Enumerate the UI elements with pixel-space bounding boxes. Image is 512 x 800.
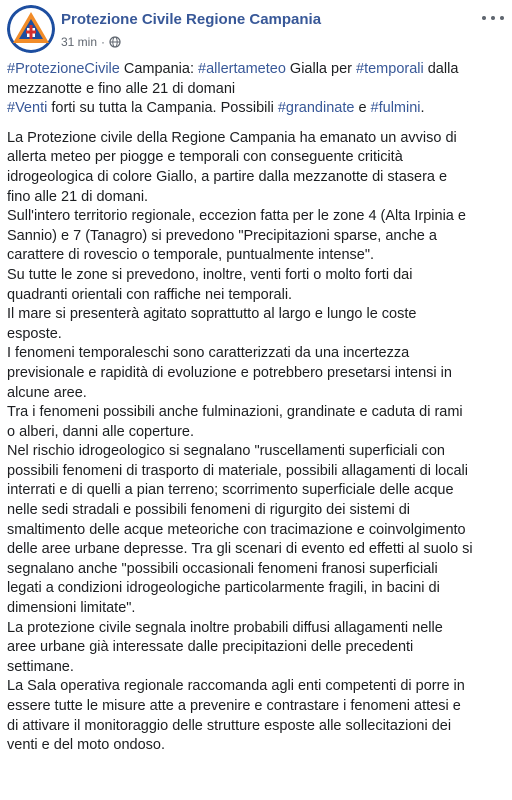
body-line: esposte. [7, 325, 62, 342]
civil-protection-logo-icon [7, 5, 55, 53]
post-body [7, 129, 503, 756]
lead-line [7, 60, 503, 80]
body-line: La Protezione civile della Regione Campania ha emanato un avviso di [7, 129, 457, 146]
body-line: segnalano anche "possibili occasionali fenomeni franosi superficiali [7, 560, 438, 577]
body-line: Su tutte le zone si prevedono, inoltre, venti forti o molto forti dai [7, 266, 413, 283]
lead-text: Gialla per [285, 61, 357, 77]
body-line: o alberi, danni alle coperture. [7, 423, 195, 440]
body-line: nelle sedi stradali e possibili fenomeni di rigurgito dei sistemi di [7, 502, 410, 519]
more-dot [500, 16, 504, 20]
post-time[interactable]: 31 min [61, 35, 98, 49]
hashtag-link[interactable]: #allertameteo [198, 61, 286, 77]
body-line: aree urbane già interessate dalle precipitazioni delle precedenti [7, 639, 414, 656]
body-line: Nel rischio idrogeologico si segnalano "ruscellamenti superficiali con [7, 443, 445, 460]
body-line: legati a condizioni idrogeologiche particolarmente fragili, in bacini di [7, 580, 440, 597]
body-line: idrogeologica di colore Giallo, a partire dalla mezzanotte di stasera e [7, 168, 448, 185]
post-lead [7, 60, 503, 119]
hashtag-link[interactable]: #ProtezioneCivile [7, 61, 120, 77]
lead-text: dalla [423, 61, 459, 77]
body-line: Sannio) e 7 (Tanagro) si prevedono "Precipitazioni sparse, anche a [7, 227, 437, 244]
body-line: previsionale e rapidità di evoluzione e potrebbero presetarsi intensi in [7, 364, 452, 381]
body-line: Tra i fenomeni possibili anche fulminazioni, grandinate e caduta di rami [7, 404, 463, 421]
body-line: quadranti orientali con raffiche nei temporali. [7, 286, 293, 303]
body-line: Il mare si presenterà agitato soprattutto al largo e lungo le coste [7, 306, 417, 323]
body-line: alcune aree. [7, 384, 87, 401]
page-avatar[interactable] [7, 5, 55, 53]
body-line: venti e del moto ondoso. [7, 737, 165, 754]
body-line: di attivare il monitoraggio delle strutture esposte alle sollecitazioni dei [7, 717, 452, 734]
post-meta [61, 35, 121, 49]
lead-text: e [354, 100, 371, 117]
meta-separator: · [101, 35, 106, 49]
lead-text: Campania: [119, 61, 199, 77]
hashtag-link[interactable]: #Venti [7, 100, 48, 117]
page-name-link[interactable]: Protezione Civile Regione Campania [61, 11, 322, 28]
hashtag-link[interactable]: #grandinate [277, 100, 355, 117]
body-line: I fenomeni temporaleschi sono caratterizzati da una incertezza [7, 345, 410, 362]
body-line: Sull'intero territorio regionale, eccezion fatta per le zone 4 (Alta Irpinia e [7, 208, 466, 225]
body-line: possibili fenomeni di trasporto di materiale, possibili allagamenti di locali [7, 462, 469, 479]
body-line: carattere di rovescio o temporale, puntualmente intense". [7, 247, 375, 264]
body-line: interrati e di quelli a pian terreno; scorrimento superficiale delle acque [7, 482, 454, 499]
post-header [7, 5, 504, 53]
lead-line [7, 80, 503, 100]
body-line: fino alle 21 di domani. [7, 188, 149, 205]
body-line: allerta meteo per piogge e temporali con conseguente criticità [7, 149, 403, 166]
more-dot [482, 16, 486, 20]
body-line: smaltimento delle acque meteoriche con tracimazione e coinvolgimento [7, 521, 466, 538]
hashtag-link[interactable]: #temporali [356, 61, 424, 77]
hashtag-link[interactable]: #fulmini [370, 100, 421, 117]
body-line: dimensioni limitate". [7, 600, 136, 617]
body-line: La Sala operativa regionale raccomanda agli enti competenti di porre in [7, 678, 465, 695]
body-line: settimane. [7, 658, 74, 675]
lead-line [7, 99, 503, 119]
body-line: essere tutte le misure atte a prevenire e contrastare i fenomeni attesi e [7, 698, 461, 714]
globe-icon[interactable] [109, 36, 121, 48]
post-content [7, 60, 503, 756]
lead-text: . [420, 100, 425, 117]
more-options-icon[interactable] [482, 11, 504, 25]
lead-text: mezzanotte e fino alle 21 di domani [7, 80, 236, 97]
body-line: La protezione civile segnala inoltre probabili diffusi allagamenti nelle [7, 619, 443, 636]
lead-text: forti su tutta la Campania. Possibili [47, 100, 278, 117]
more-dot [491, 16, 495, 20]
body-line: delle aree urbane depresse. Tra gli scenari di evento ed effetti al suolo si [7, 541, 473, 558]
